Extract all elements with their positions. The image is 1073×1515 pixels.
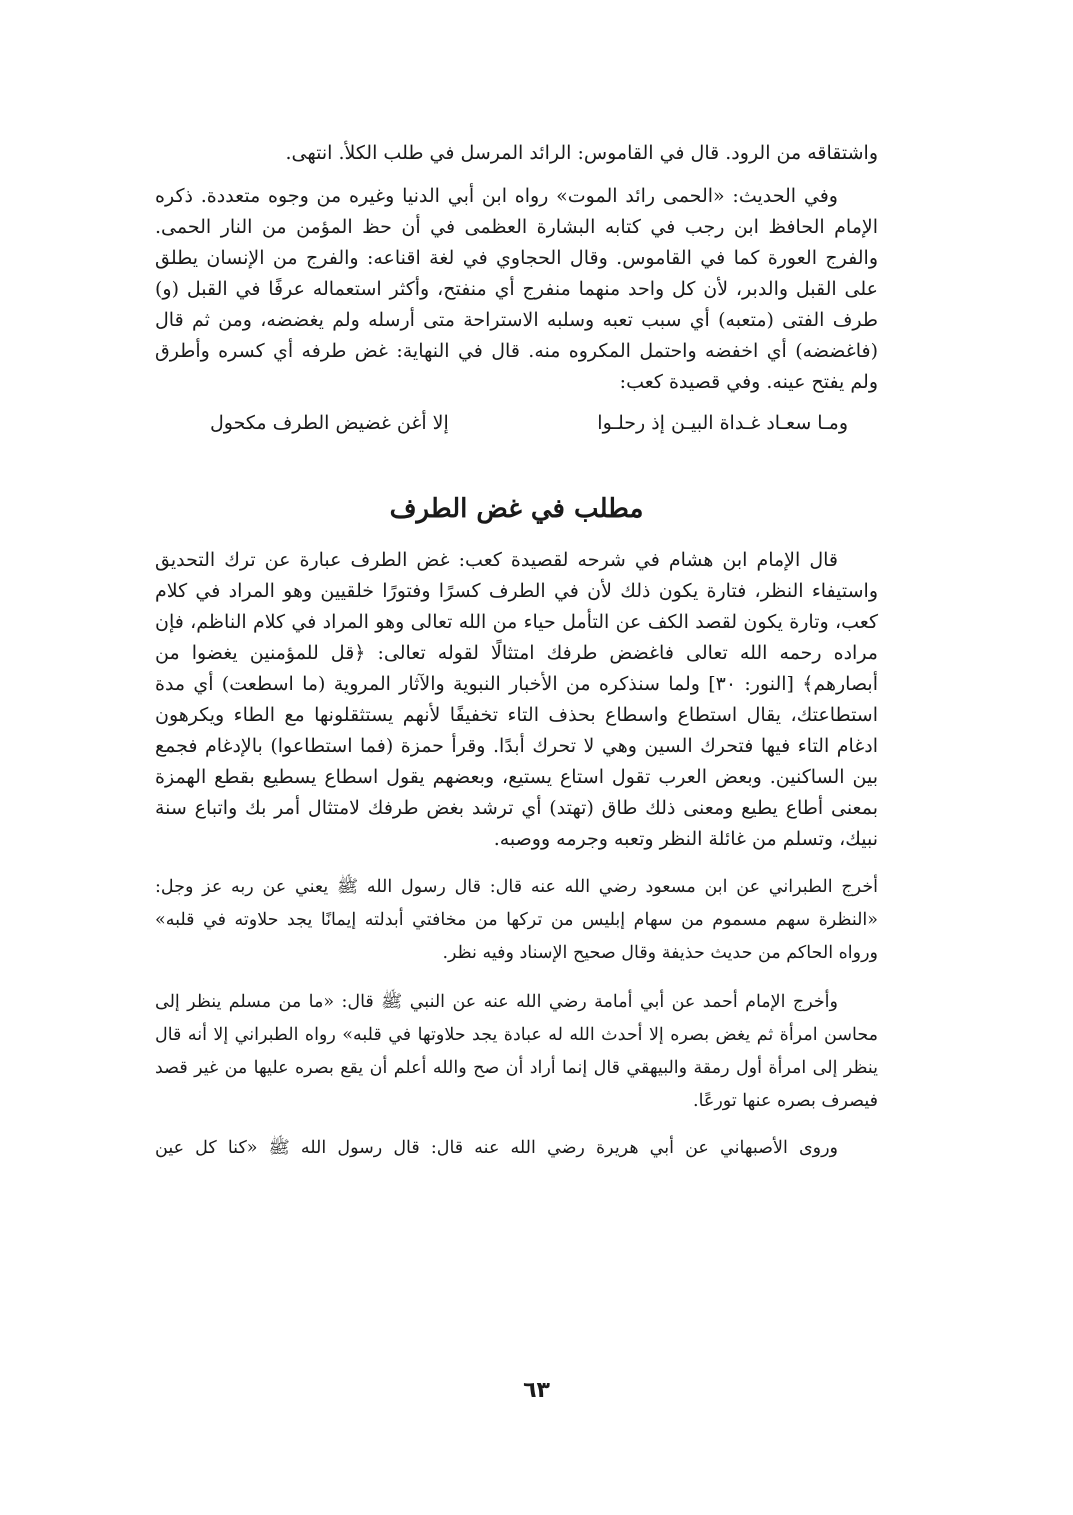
paragraph-1: واشتقاقه من الرود. قال في القاموس: الرائد المرسل في طلب الكلأ. انتهى. [285, 142, 878, 164]
paragraph-3: قال الإمام ابن هشام في شرحه لقصيدة كعب: غض الطرف عبارة عن ترك التحديق واستيفاء النظر، فتارة يكون ذلك لأن في الطرف كسرًا وفتورًا خلقيين وهو المراد في كلام كعب، وتارة يكون لقصد الكف عن التأمل حياء من الله تعالى وهو المراد في كلام الناظم، فإن مراده رحمه الله تعالى فاغضض طرفك امتثالًا لقوله تعالى: ﴿قل للمؤمنين يغضوا من أبصارهم﴾ [النور: ٣٠] ولما سنذكره من الأخبار النبوية والآثار المروية (ما اسطعت) أي مدة استطاعتك، يقال استطاع واسطاع بحذف التاء تخفيفًا لأنهم يستثقلونها مع الطاء ويكرهون ادغام التاء فيها فتحرك السين وهي لا تحرك أبدًا. وقرأ حمزة (فما استطاعوا) بالإدغام فجمع بين الساكنين. وبعض العرب تقول استاع يستيع، وبعضهم يقول اسطاع يسطيع بقطع الهمزة بمعنى أطاع يطيع ومعنى ذلك طاق (تهتد) أي ترشد بغض طرفك لامتثال أمر بك واتباع سنة نبيك، وتسلم من غائلة النظر وتعبه وجرمه ووصبه. [155, 549, 878, 850]
paragraph-2: وفي الحديث: «الحمى رائد الموت» رواه ابن أبي الدنيا وغيره من وجوه متعددة. ذكره الإمام الحافظ ابن رجب في كتابه البشارة العظمى في أن حظ المؤمن من النار الحمى. والفرج العورة كما في القاموس. وقال الحجاوي في لغة اقناعه: والفرج من الإنسان يطلق على القبل والدبر، لأن كل واحد منهما منفرج أي منفتح، وأكثر استعماله عرفًا في القبل (و) طرف الفتى (متعبه) أي سبب تعبه وسلبه الاستراحة متى أرسله ولم يغضضه، ومن ثم قال (فاغضضه) أي اخفضه واحتمل المكروه منه. قال في النهاية: غض طرفه أي كسره وأطرق ولم يفتح عينه. وفي قصيدة كعب: [155, 185, 878, 393]
poem-verse [155, 408, 878, 439]
page-number: ٦٣ [523, 1378, 550, 1403]
paragraph-5: وأخرج الإمام أحمد عن أبي أمامة رضي الله عنه عن النبي ﷺ قال: «ما من مسلم ينظر إلى محاسن امرأة ثم يغض بصره إلا أحدث الله له عبادة يجد حلاوتها في قلبه» رواه الطبراني إلا أنه قال ينظر إلى امرأة أول رمقة والبيهقي قال إنما أراد أن صح والله أعلم أن يقع بصره عليها من غير قصد فيصرف بصره عنها تورعًا. [155, 992, 878, 1111]
paragraph-6: وروى الأصبهاني عن أبي هريرة رضي الله عنه قال: قال رسول الله ﷺ «كنا كل عين [155, 1138, 838, 1158]
paragraph-4: أخرج الطبراني عن ابن مسعود رضي الله عنه قال: قال رسول الله ﷺ يعني عن ربه عز وجل: «النظرة سهم مسموم من سهام إبليس من تركها من مخافتي أبدلته إيمانًا يجد حلاوته في قلبه» ورواه الحاكم من حديث حذيفة وقال صحيح الإسناد وفيه نظر. [155, 877, 878, 963]
poem-second-hemistich: إلا أغن غضيض الطرف مكحول [210, 412, 449, 434]
section-heading: مطلب في غض الطرف [389, 494, 644, 524]
poem-first-hemistich: ومـا سعـاد غـداة البيـن إذ رحلـوا [597, 412, 848, 434]
page-text [155, 138, 878, 1165]
